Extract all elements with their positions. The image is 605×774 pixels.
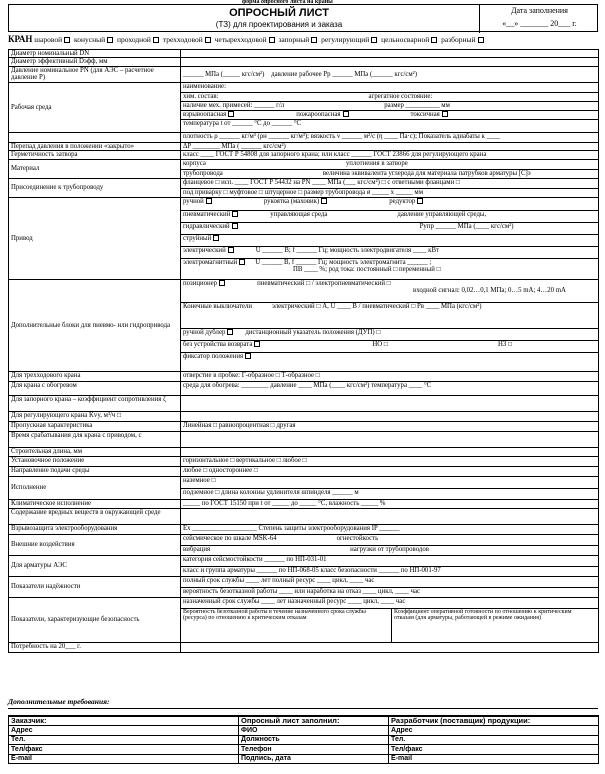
drive-cell[interactable] bbox=[181, 197, 599, 279]
reliab-line-1: вероятность безотказной работы ____ или наработка на отказ ____ цикл, ____ час bbox=[181, 587, 598, 597]
aes-label-text: Для арматуры АЭС bbox=[11, 562, 67, 570]
external-label bbox=[9, 534, 181, 555]
material-line-0: корпуса уплотнения в затворе bbox=[183, 159, 408, 167]
customer-address[interactable]: Адрес bbox=[9, 726, 239, 736]
medium-size: размер __________ мм bbox=[384, 101, 450, 109]
kran-type-2: проходной bbox=[117, 35, 151, 44]
need-value[interactable] bbox=[181, 642, 599, 652]
medium-line-0: наименование: bbox=[183, 82, 226, 90]
safety-cell[interactable] bbox=[181, 597, 599, 642]
filled-position[interactable]: Должность bbox=[239, 735, 389, 745]
flow-label: Направление подачи среды bbox=[9, 466, 181, 476]
medium-line-1: хим. состав: агрегатное состояние: bbox=[181, 92, 598, 101]
reliab-line-0: полный срок службы ____ лет полный ресурс ____ цикл, ____ час bbox=[183, 576, 375, 584]
developer-tel[interactable]: Тел. bbox=[389, 735, 599, 745]
heated-label: Для крана с обогревом bbox=[9, 381, 181, 395]
medium-line-4: температура t от ______ °С до ______ °С bbox=[181, 119, 598, 128]
blocks-line-2: ручной дублер дистанционный указатель положения (ДУП) □ bbox=[181, 328, 598, 340]
medium-aggregate: агрегатное состояние: bbox=[368, 92, 433, 100]
medium-label bbox=[9, 82, 181, 132]
external-line-1: вибрация нагрузки от трубопроводов bbox=[181, 545, 598, 555]
tight-label: Герметичность затвора bbox=[9, 151, 181, 159]
filled-signature[interactable]: Подпись, дата bbox=[239, 754, 389, 764]
developer-header: Разработчик (поставщик) продукции: bbox=[389, 716, 599, 726]
developer-fax[interactable]: Тел/факс bbox=[389, 745, 599, 755]
blocks-cell[interactable] bbox=[181, 279, 599, 371]
aes-line-0: категория сейсмостойкости ______ по НП-031-01 bbox=[183, 555, 327, 563]
char-label: Пропускная характеристика bbox=[9, 421, 181, 431]
exec-cell[interactable] bbox=[181, 476, 599, 499]
safety-label bbox=[9, 597, 181, 642]
tight-value[interactable]: класс ____ ГОСТ Р 54808 для запорного крана; или класс ______ ГОСТ 23866 для регулирующего крана bbox=[181, 151, 599, 159]
kran-checkbox-6[interactable] bbox=[371, 37, 377, 43]
material-cell[interactable] bbox=[181, 159, 599, 178]
three-way-value[interactable]: отверстие в пробке: Г-образное □ Т-образное □ bbox=[181, 371, 599, 381]
harmful-label: Содержание вредных веществ в окружающей среде bbox=[9, 508, 181, 524]
kran-label: КРАН bbox=[8, 35, 33, 44]
drive-electromagnetic-checkbox[interactable] bbox=[239, 259, 245, 265]
explosion-label: Взрывозащита электрооборудования bbox=[9, 524, 181, 534]
date-box bbox=[479, 5, 599, 33]
medium-cell[interactable] bbox=[181, 82, 599, 132]
material-seal: уплотнения в затворе bbox=[345, 159, 408, 167]
form-header bbox=[8, 4, 598, 32]
exec-line-0: наземное □ bbox=[183, 476, 216, 484]
drive-line-3: струйный bbox=[181, 234, 598, 246]
climate-value[interactable]: _____ по ГОСТ 15150 при t от _____ до _____ °С, влажность _____ % bbox=[181, 499, 599, 508]
main-form-table bbox=[8, 49, 599, 653]
medium-line-2: наличие мех. примесей: ______ г/л размер __________ мм bbox=[181, 101, 598, 110]
connect-label bbox=[9, 178, 181, 197]
date-value[interactable]: «__» _______ 20___ г. bbox=[502, 18, 577, 28]
reg-label: Для регулирующего крана Kvy, м³/ч □ bbox=[9, 411, 181, 421]
drive-line-1: пневматический управляющая среда давление управляющей среды, bbox=[181, 210, 598, 222]
drive-line-4: электрический U ______ В; f ______ Гц; мощность электродвигателя ____ кВт bbox=[181, 246, 598, 258]
kran-checkbox-8[interactable] bbox=[478, 37, 484, 43]
connect-label-text: Присоединение к трубопроводу bbox=[11, 184, 104, 192]
reliab-cell[interactable] bbox=[181, 576, 599, 597]
explosion-value[interactable]: Ex ___________________ Степень защиты электрооборудования IP ______ bbox=[181, 524, 599, 534]
aes-cell[interactable] bbox=[181, 555, 599, 576]
flow-value[interactable]: любое □ одностороннее □ bbox=[181, 466, 599, 476]
climate-label: Климатическое исполнение bbox=[9, 499, 181, 508]
kran-checkbox-7[interactable] bbox=[431, 37, 437, 43]
deff-label: Диаметр эффективный Dэфф, мм bbox=[9, 58, 181, 66]
time-value[interactable] bbox=[181, 431, 599, 447]
safety-line-1: Вероятность безотказной работы в течение назначенного срока службы (ресурса) по отношению к критическим отказамКоэффициент оперативной готовности по отношению к критическим отказам (для арматуры, работающей в режиме ожидания) bbox=[181, 608, 598, 642]
safety-label-text: Показатели, характеризующие безопасность bbox=[11, 616, 140, 624]
customer-tel[interactable]: Тел. bbox=[9, 735, 239, 745]
pp-value: давление рабочее Рр ______ МПа (______ кгс/см²) bbox=[271, 70, 417, 78]
external-cell[interactable] bbox=[181, 534, 599, 555]
deff-value[interactable] bbox=[181, 58, 599, 66]
drive-handwheel-checkbox[interactable] bbox=[321, 198, 327, 204]
exec-line-1: подземное □ длина колонны удлинителя шпинделя ______ м bbox=[181, 488, 598, 499]
kran-type-1: конусный bbox=[73, 35, 106, 44]
kran-checkbox-5[interactable] bbox=[311, 37, 317, 43]
blocks-line-3: без устройства возврата НО □ НЗ □ bbox=[181, 340, 598, 352]
connect-line-1: под приварку □ муфтовое □ штуцерное □ размер трубопровода ø _____ х _____ мм bbox=[181, 188, 598, 197]
dp-label: Перепад давления в положении «закрыто» bbox=[9, 142, 181, 150]
kran-checkbox-3[interactable] bbox=[205, 37, 211, 43]
kran-type-7: цельносварной bbox=[381, 35, 430, 44]
medium-label-text: Рабочая среда bbox=[11, 103, 52, 111]
material-carbon: величина эквивалента углерода для материала патрубков арматуры [С]э bbox=[322, 169, 531, 177]
connect-cell[interactable] bbox=[181, 178, 599, 197]
char-value[interactable]: Линейная □ равнопроцентная □ другая bbox=[181, 421, 599, 431]
kran-type-0: шаровой bbox=[34, 35, 63, 44]
medium-toxic-checkbox[interactable] bbox=[442, 111, 448, 117]
zeta-value[interactable] bbox=[181, 395, 599, 411]
drive-line-2: гидравлический Pупр ______ МПа (____ кгс/см²) bbox=[181, 222, 598, 234]
medium-toxic: токсичная bbox=[410, 110, 440, 118]
blocks-label bbox=[9, 279, 181, 371]
medium-fire-checkbox[interactable] bbox=[343, 111, 349, 117]
additional-requirements-label: Дополнительные требования: bbox=[8, 697, 110, 706]
external-line-0: сейсмическое по шкале MSK-64 огнестойкость bbox=[183, 534, 379, 542]
drive-manual-checkbox[interactable] bbox=[206, 198, 212, 204]
aes-label bbox=[9, 555, 181, 576]
time-label: Время срабатывания для крана с приводом, с bbox=[9, 431, 181, 447]
kran-checkbox-2[interactable] bbox=[153, 37, 159, 43]
drive-pneumatic-checkbox[interactable] bbox=[232, 211, 238, 217]
heated-value[interactable]: среда для обогрева: ________ давление ____ МПа (____ кгс/см²) температура ____ °С bbox=[181, 381, 599, 395]
form-title: ОПРОСНЫЙ ЛИСТ bbox=[229, 7, 329, 19]
kran-type-5: запорный bbox=[278, 35, 310, 44]
external-label-text: Внешние воздействия bbox=[11, 541, 75, 549]
form-subtitle: (ТЗ) для проектирования и заказа bbox=[215, 20, 343, 29]
three-way-label: Для трехходового крана bbox=[9, 371, 181, 381]
blocks-line-4: фиксатор положения bbox=[181, 352, 598, 364]
density-value[interactable]: плотность ρ ______ кг/м³ (ρн ______ кг/м³); вязкость ν ______ м²/с (η ____ Па·с); Показатель адиабаты к ____ bbox=[181, 132, 599, 142]
dn-value[interactable] bbox=[181, 50, 599, 58]
drive-jet-checkbox[interactable] bbox=[213, 235, 219, 241]
zeta-label: Для запорного крана – коэффициент сопротивления ζ bbox=[9, 395, 181, 411]
blocks-label-text: Дополнительные блоки для пневмо- или гидропривода bbox=[11, 321, 171, 329]
pn-value: ______ МПа (_____ кгс/см²) bbox=[183, 70, 265, 78]
length-label: Строительная длина, мм bbox=[9, 447, 181, 456]
material-label bbox=[9, 159, 181, 178]
filled-header: Опросный лист заполнил: bbox=[239, 716, 389, 726]
customer-header: Заказчик: bbox=[9, 716, 239, 726]
medium-line-3: взрывоопасная пожароопасная токсичная bbox=[181, 110, 598, 119]
additional-requirements-line[interactable] bbox=[8, 708, 598, 709]
questionnaire-page bbox=[2, 0, 602, 774]
drive-hydraulic-checkbox[interactable] bbox=[232, 223, 238, 229]
kv-label: Kvy, м³/ч □ bbox=[89, 411, 122, 419]
filled-fio[interactable]: ФИО bbox=[239, 726, 389, 736]
safety-line-0: назначенный срок службы ____ лет назначенный ресурс ____ цикл, ____ час bbox=[183, 597, 406, 605]
kran-type-row bbox=[8, 35, 598, 47]
density-label-empty bbox=[9, 132, 181, 142]
drive-gear-checkbox[interactable] bbox=[417, 198, 423, 204]
developer-email[interactable]: E-mail bbox=[389, 754, 599, 764]
blocks-line-0: позиционер пневматический □ / электропневматический □ входной сигнал: 0,02…0,1 МПа; 0…5 mA; 4…20 mA bbox=[183, 279, 566, 295]
harmful-value[interactable] bbox=[181, 508, 599, 524]
drive-label-text: Привод bbox=[11, 234, 33, 242]
drive-electric-checkbox[interactable] bbox=[228, 247, 234, 253]
top-cut-text: форма опросного листа на краны bbox=[242, 0, 333, 5]
kran-type-4: четырехходовой bbox=[214, 35, 267, 44]
aes-line-1: класс и группа арматуры ______ по НП-068-05 класс безопасности ______ по НП-001-97 bbox=[181, 566, 598, 576]
exec-label bbox=[9, 476, 181, 499]
blocks-manual-backup-checkbox[interactable] bbox=[227, 329, 233, 335]
kran-type-3: трехходовой bbox=[162, 35, 203, 44]
kv-value[interactable] bbox=[181, 411, 599, 421]
material-label-text: Материал bbox=[11, 165, 40, 173]
developer-address[interactable]: Адрес bbox=[389, 726, 599, 736]
medium-fire: пожароопасная bbox=[296, 110, 341, 118]
connect-line-0: фланцевое □ исп. ____ ГОСТ Р 54432 на PN ____ МПа (___ кгс/см²) □ с ответными фланцами □ bbox=[183, 178, 461, 186]
filled-phone[interactable]: Телефон bbox=[239, 745, 389, 755]
date-label: Дата заполнения bbox=[511, 6, 568, 15]
drive-line-0: ручной рукоятка (маховик) редуктор bbox=[181, 198, 598, 210]
customer-email[interactable]: E-mail bbox=[9, 754, 239, 764]
drive-line-5: электромагнитный U ______ В, f ______ Гц; мощность электромагнита ______ ; ПВ ____ %; род тока: постоянный □ переменный □ bbox=[181, 258, 598, 278]
blocks-lock-checkbox[interactable] bbox=[245, 353, 251, 359]
blocks-no-return-checkbox[interactable] bbox=[254, 341, 260, 347]
medium-explosive-checkbox[interactable] bbox=[228, 111, 234, 117]
blocks-line-1: Конечные выключатели электрический □ А, U ____ В / пневматический □ Pв ____ МПа (кгс/см²) bbox=[181, 302, 598, 328]
dn-label: Диаметр номинальный DN bbox=[9, 50, 181, 58]
material-line-1: трубопровода величина эквивалента углерода для материала патрубков арматуры [С]э bbox=[181, 169, 598, 178]
dp-value[interactable]: ΔP ________ МПа ( ______ кгс/см²) bbox=[181, 142, 599, 150]
drive-label bbox=[9, 197, 181, 279]
reliab-label-text: Показатели надёжности bbox=[11, 583, 81, 591]
footer-table bbox=[8, 715, 599, 764]
reliab-label bbox=[9, 576, 181, 597]
pn-label: Давление номинальное PN (для АЭС – расчетное давление P) bbox=[9, 66, 181, 82]
customer-fax[interactable]: Тел/факс bbox=[9, 745, 239, 755]
pn-value-cell[interactable] bbox=[181, 66, 599, 82]
need-label: Потребность на 20___ г. bbox=[9, 642, 181, 652]
install-label: Установочное положение bbox=[9, 456, 181, 466]
kran-type-8: разборный bbox=[441, 35, 476, 44]
kran-checkbox-1[interactable] bbox=[107, 37, 113, 43]
length-value[interactable] bbox=[181, 447, 599, 456]
exec-label-text: Исполнение bbox=[11, 484, 47, 492]
kran-checkbox-4[interactable] bbox=[269, 37, 275, 43]
install-value[interactable]: горизонтальное □ вертикальное □ любое □ bbox=[181, 456, 599, 466]
kran-checkbox-0[interactable] bbox=[64, 37, 70, 43]
blocks-positioner-checkbox[interactable] bbox=[219, 280, 225, 286]
kran-type-6: регулирующий bbox=[321, 35, 370, 44]
